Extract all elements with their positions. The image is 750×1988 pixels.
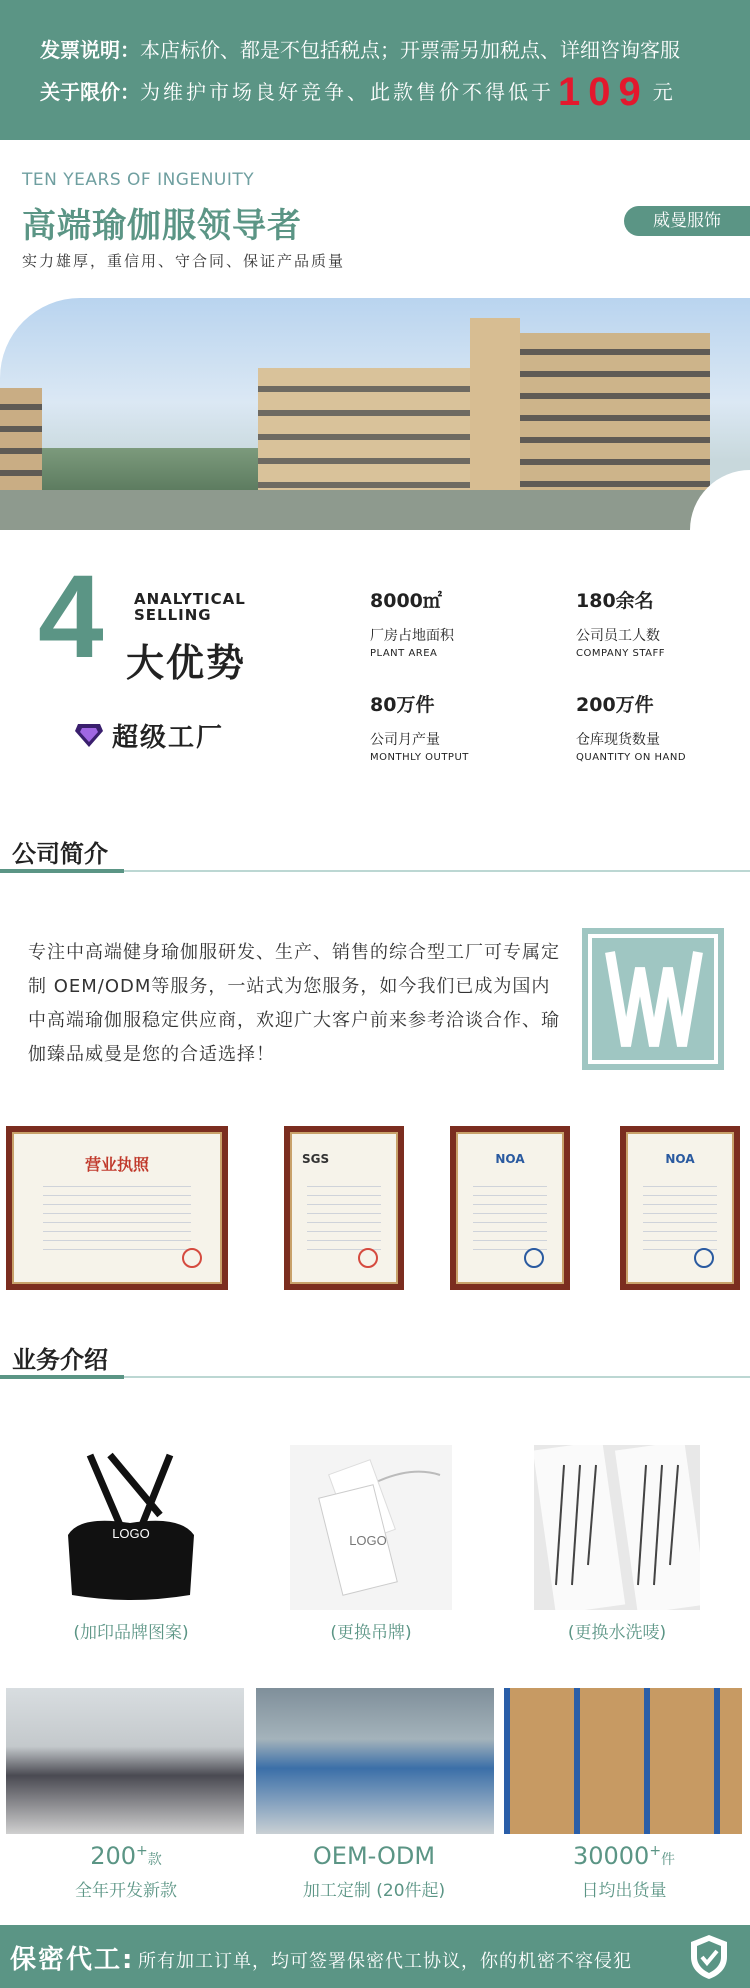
stat-cn: 公司月产量 [370,732,440,748]
stat-en: QUANTITY ON HAND [576,752,687,763]
invoice-note [40,34,680,63]
stat-cn: 厂房占地面积 [370,628,454,644]
stat-value: 8000㎡ [370,590,442,612]
super-factory-label: 超级工厂 [112,722,225,753]
intro-subtitle: 实力雄厚，重信用、守合同、保证产品质量 [22,252,346,270]
advantage-cn-label: 大优势 [126,641,247,685]
stat-en: PLANT AREA [370,648,438,659]
workshop-photo [256,1688,494,1834]
caption-hang-tag: (更换吊牌) [330,1623,412,1643]
capability-value: 200 [90,1842,137,1870]
cert-title: SGS [302,1152,330,1166]
cert-title: NOA [665,1152,695,1166]
capability-daily-shipment-label: 日均出货量 [581,1881,667,1901]
caption-print-logo: (加印品牌图案) [73,1623,189,1643]
brand-monogram-logo [582,928,724,1070]
capability-unit: 件 [661,1852,676,1868]
confidential-footer [0,1925,750,1988]
notice-banner [0,0,750,140]
capability-new-styles [6,1842,246,1870]
factory-photo [0,298,750,530]
capability-plus: + [136,1843,148,1859]
stat-company-staff [576,586,665,659]
hang-tag-image [290,1445,452,1610]
stat-value: 80万件 [370,694,435,716]
intro-title: 高端瑜伽服领导者 [22,206,302,246]
bra-logo-text: LOGO [112,1526,150,1541]
invoice-note-key: 发票说明： [40,38,140,62]
price-limit-key: 关于限价： [40,80,140,104]
cert-title: 营业执照 [84,1155,149,1174]
certificate-business-license [6,1126,228,1290]
stat-value: 200万件 [576,694,654,716]
footer-text: 所有加工订单，均可签署保密代工协议，你的机密不容侵犯 [138,1951,632,1972]
capability-value: 30000 [572,1842,650,1870]
price-unit: 元 [652,80,673,104]
warehouse-photo [504,1688,742,1834]
capability-oem-odm [254,1842,494,1870]
invoice-note-text: 本店标价、都是不包括税点；开票需另加税点、详细咨询客服 [140,38,680,62]
sports-bra-logo-image [50,1445,212,1610]
advantage-en-line1: ANALYTICAL [134,590,246,608]
capability-plus: + [649,1843,662,1859]
business-heading: 业务介绍 [12,1346,108,1374]
certificate-sgs [284,1126,404,1290]
showroom-photo [6,1688,244,1834]
stat-cn: 仓库现货数量 [576,732,660,748]
footer-bold-label: 保密代工: [10,1945,135,1975]
stat-quantity-on-hand [576,690,686,763]
capability-new-styles-label: 全年开发新款 [75,1881,177,1901]
caption-wash-label: (更换水洗唛) [567,1623,667,1643]
brand-tag: 威曼服饰 [624,206,750,236]
super-factory-badge [74,718,224,752]
company-heading: 公司简介 [12,840,108,868]
certificate-noa-quality [450,1126,570,1290]
price-limit-note [40,70,673,115]
price-limit-text: 为维护市场良好竞争、此款售价不得低于 [140,80,554,104]
stat-value: 180余名 [576,590,654,612]
company-section-header [0,834,750,874]
advantage-count: 4 [38,551,104,683]
company-profile-text: 专注中高端健身瑜伽服研发、生产、销售的综合型工厂可专属定制 OEM/ODM等服务，一站式为您服务，如今我们已成为国内中高端瑜伽服稳定供应商，欢迎广大客户前来参考洽谈合作、瑜伽臻品威曼是您的合适选择！ [28,942,560,1065]
wm-monogram-icon [582,928,724,1070]
wash-label-image [534,1445,700,1610]
stat-monthly-output [370,690,469,763]
shield-check-icon [688,1933,730,1981]
stat-en: COMPANY STAFF [576,648,666,659]
stat-cn: 公司员工人数 [576,628,660,644]
capability-daily-shipment [504,1842,744,1870]
diamond-icon [74,721,104,749]
capability-value: OEM-ODM [312,1842,436,1870]
business-section-header [0,1340,750,1380]
advantage-en-line2: SELLING [134,606,212,624]
certificate-noa-environment [620,1126,740,1290]
intro-english-tagline: TEN YEARS OF INGENUITY [22,170,255,190]
hang-tag-logo-text: LOGO [349,1533,387,1548]
stat-plant-area [370,586,454,659]
capability-unit: 款 [147,1852,162,1868]
capability-oem-odm-label: 加工定制 (20件起) [302,1881,446,1901]
stat-en: MONTHLY OUTPUT [370,752,469,763]
cert-title: NOA [495,1152,525,1166]
min-price: 109 [558,70,649,114]
